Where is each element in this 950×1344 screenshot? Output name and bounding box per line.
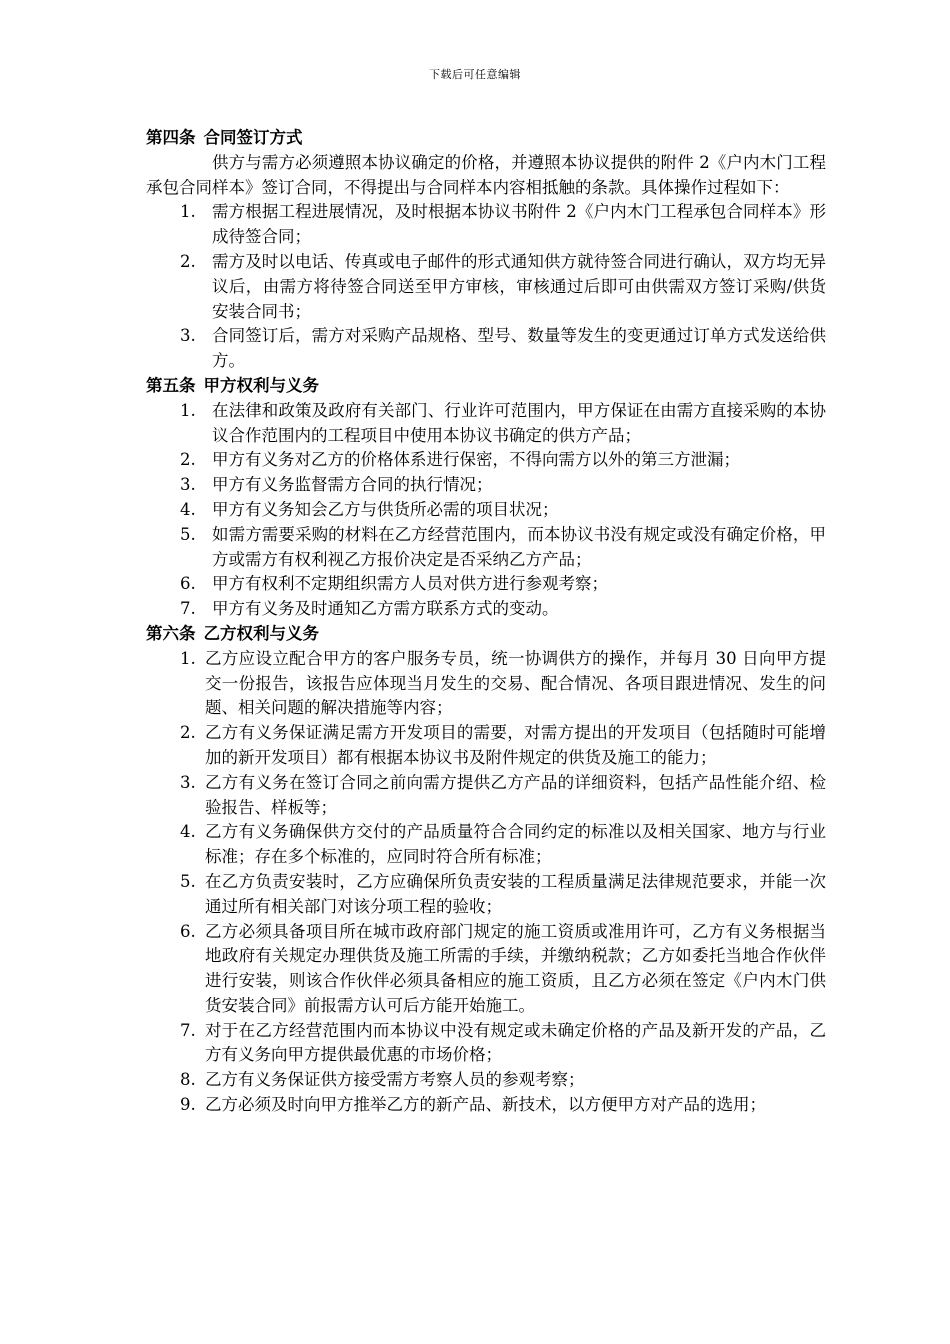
item-text: 需方及时以电话、传真或电子邮件的形式通知供方就待签合同进行确认，双方均无异议后，由需方将待签合同送至甲方审核，审核通过后即可由供需双方签订采购/供货安装合同书；	[212, 251, 826, 321]
list-item	[146, 399, 826, 449]
item-number: 5.	[180, 524, 196, 544]
list-item	[146, 250, 826, 324]
list-item	[146, 498, 826, 523]
article-number: 第六条	[146, 623, 196, 643]
item-number: 7.	[180, 1020, 196, 1040]
item-number: 2.	[180, 251, 196, 271]
item-text: 对于在乙方经营范围内而本协议中没有规定或未确定价格的产品及新开发的产品，乙方有义务向甲方提供最优惠的市场价格；	[205, 1020, 826, 1065]
article-title: 甲方权利与义务	[203, 375, 319, 395]
item-number: 1.	[180, 400, 196, 420]
item-number: 4.	[180, 822, 196, 842]
list-item	[146, 572, 826, 597]
item-text: 甲方有义务监督需方合同的执行情况；	[212, 475, 493, 495]
list-item	[146, 1019, 826, 1069]
page-header-note: 下载后可任意编辑	[429, 68, 521, 81]
item-text: 乙方应设立配合甲方的客户服务专员，统一协调供方的操作，并每月 30 日向甲方提交一份报告，该报告应体现当月发生的交易、配合情况、各项目跟进情况、发生的问题、相关问题的解决措施等内容；	[205, 648, 826, 718]
list-item	[146, 721, 826, 771]
item-text: 甲方有义务对乙方的价格体系进行保密，不得向需方以外的第三方泄漏；	[212, 450, 740, 470]
article-heading	[146, 622, 826, 647]
item-number: 6.	[180, 574, 196, 594]
list-item	[146, 597, 826, 622]
article-5	[146, 374, 826, 622]
item-number: 3.	[180, 772, 196, 792]
list-item	[146, 870, 826, 920]
item-text: 乙方有义务确保供方交付的产品质量符合合同约定的标准以及相关国家、地方与行业标准；存在多个标准的，应同时符合所有标准；	[205, 822, 826, 867]
list-item	[146, 473, 826, 498]
list-item	[146, 820, 826, 870]
item-number: 5.	[180, 871, 196, 891]
article-4	[146, 126, 826, 374]
item-number: 7.	[180, 599, 196, 619]
article-title: 乙方权利与义务	[203, 623, 319, 643]
article-6	[146, 622, 826, 1118]
item-text: 在乙方负责安装时，乙方应确保所负责安装的工程质量满足法律规范要求，并能一次通过所有相关部门对该分项工程的验收；	[205, 871, 826, 916]
list-item	[146, 523, 826, 573]
item-text: 乙方有义务保证满足需方开发项目的需要，对需方提出的开发项目（包括随时可能增加的新开发项目）都有根据本协议书及附件规定的供货及施工的能力；	[205, 723, 826, 767]
item-number: 1.	[180, 648, 196, 668]
item-number: 6.	[180, 921, 196, 941]
item-text: 乙方有义务保证供方接受需方考察人员的参观考察；	[205, 1070, 585, 1090]
item-text: 如需方需要采购的材料在乙方经营范围内，而本协议书没有规定或没有确定价格，甲方或需方有权利视乙方报价决定是否采纳乙方产品；	[212, 524, 826, 569]
list-item	[146, 771, 826, 821]
article-intro: 供方与需方必须遵照本协议确定的价格，并遵照本协议提供的附件 2《户内木门工程承包合同样本》签订合同，不得提出与合同样本内容相抵触的条款。具体操作过程如下：	[146, 152, 826, 197]
list-item	[146, 1093, 826, 1118]
item-text: 乙方必须及时向甲方推举乙方的新产品、新技术，以方便甲方对产品的选用；	[205, 1095, 766, 1115]
article-heading	[146, 126, 826, 151]
item-text: 合同签订后，需方对采购产品规格、型号、数量等发生的变更通过订单方式发送给供方。	[212, 326, 826, 371]
article-title: 合同签订方式	[203, 128, 303, 147]
list-item	[146, 920, 826, 1019]
item-number: 3.	[180, 326, 196, 346]
item-number: 3.	[180, 475, 196, 495]
article-number: 第五条	[146, 375, 196, 395]
list-item	[146, 1068, 826, 1093]
item-number: 2.	[180, 450, 196, 470]
item-text: 甲方有义务知会乙方与供货所必需的项目状况；	[212, 499, 559, 519]
article-number: 第四条	[146, 128, 196, 147]
item-number: 1.	[180, 202, 196, 222]
item-text: 乙方必须具备项目所在城市政府部门规定的施工资质或准用许可，乙方有义务根据当地政府有关规定办理供货及施工所需的手续，并缴纳税款；乙方如委托当地合作伙伴进行安装，则该合作伙伴必须具备相应的施工资质，且乙方必须在签定《户内木门供货安装合同》前报需方认可后方能开始施工。	[205, 921, 826, 1015]
item-text: 乙方有义务在签订合同之前向需方提供乙方产品的详细资料，包括产品性能介绍、检验报告、样板等；	[205, 772, 826, 817]
list-item	[146, 448, 826, 473]
list-item	[146, 647, 826, 721]
item-text: 需方根据工程进展情况，及时根据本协议书附件 2《户内木门工程承包合同样本》形成待签合同；	[212, 202, 826, 247]
item-number: 4.	[180, 499, 196, 519]
list-item	[146, 200, 826, 250]
item-number: 8.	[180, 1070, 196, 1090]
article-heading	[146, 374, 826, 399]
item-number: 2.	[180, 723, 196, 743]
item-text: 在法律和政策及政府有关部门、行业许可范围内，甲方保证在由需方直接采购的本协议合作范围内的工程项目中使用本协议书确定的供方产品；	[212, 400, 826, 445]
list-item	[146, 324, 826, 374]
document-body	[146, 126, 826, 1118]
item-text: 甲方有权利不定期组织需方人员对供方进行参观考察；	[212, 574, 608, 594]
item-number: 9.	[180, 1095, 196, 1115]
item-text: 甲方有义务及时通知乙方需方联系方式的变动。	[212, 599, 559, 619]
